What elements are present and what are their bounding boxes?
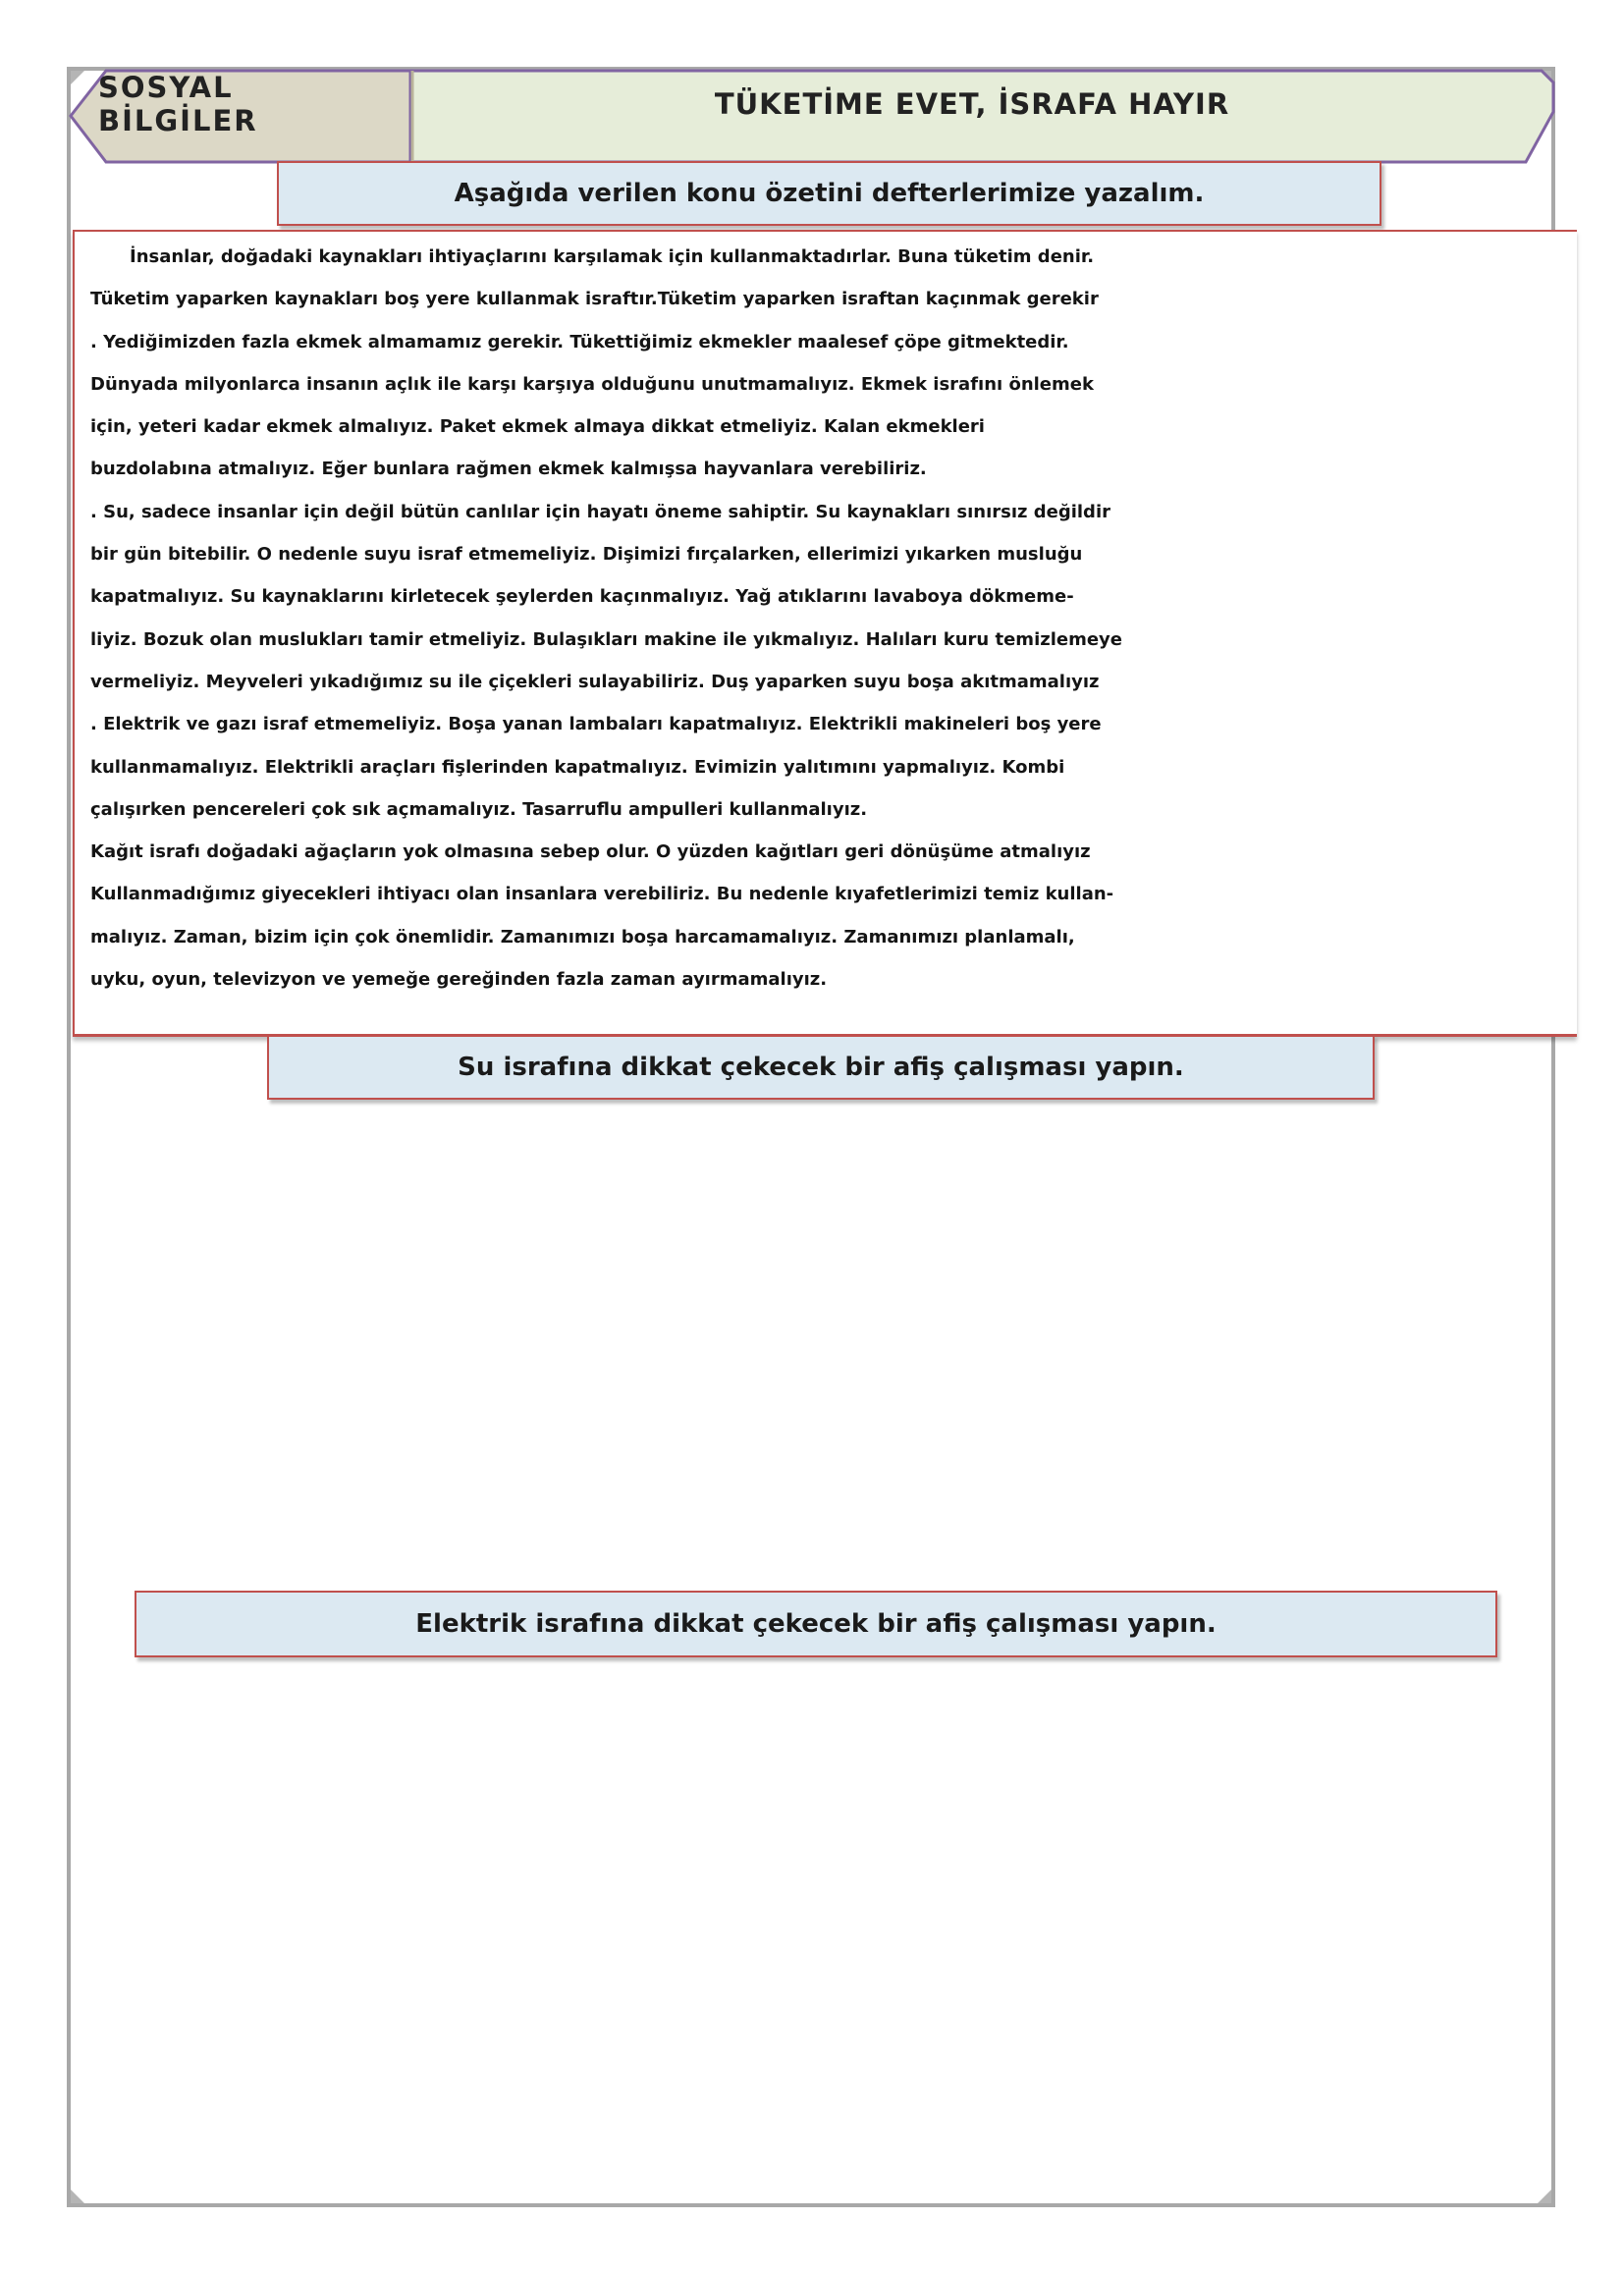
- frame-corner-bottom-left: [71, 2190, 84, 2203]
- instruction-electric-poster: Elektrik israfına dikkat çekecek bir afiş çalışması yapın.: [135, 1591, 1497, 1657]
- summary-line: . Yediğimizden fazla ekmek almamamız gerekir. Tükettiğimiz ekmekler maalesef çöpe gitmektedir.: [90, 331, 1069, 352]
- unit-title: TÜKETİME EVET, İSRAFA HAYIR: [714, 87, 1230, 121]
- instruction-water-poster: Su israfına dikkat çekecek bir afiş çalışması yapın.: [267, 1035, 1375, 1100]
- summary-line: çalışırken pencereleri çok sık açmamalıyız. Tasarruflu ampulleri kullanmalıyız.: [90, 798, 868, 820]
- summary-line: Tüketim yaparken kaynakları boş yere kullanmak israftır.Tüketim yaparken israftan kaçınmak gerekir: [90, 289, 1099, 310]
- summary-line: liyiz. Bozuk olan muslukları tamir etmeliyiz. Bulaşıkları makine ile yıkmalıyız. Halıları kuru temizlemeye: [90, 628, 1122, 650]
- summary-line: Kullanmadığımız giyecekleri ihtiyacı olan insanlara verebiliriz. Bu nedenle kıyafetlerimizi temiz kullan-: [90, 884, 1114, 905]
- subject-title: SOSYAL BİLGİLER: [98, 71, 258, 137]
- summary-line: kullanmamalıyız. Elektrikli araçları fişlerinden kapatmalıyız. Evimizin yalıtımını yapmalıyız. Kombi: [90, 756, 1065, 778]
- summary-line: Kağıt israfı doğadaki ağaçların yok olmasına sebep olur. O yüzden kağıtları geri dönüşüme atmalıyız: [90, 841, 1091, 863]
- summary-line: . Su, sadece insanlar için değil bütün canlılar için hayatı öneme sahiptir. Su kaynakları sınırsız değildir: [90, 501, 1110, 522]
- summary-line: . Elektrik ve gazı israf etmemeliyiz. Boşa yanan lambaları kapatmalıyız. Elektrikli makineleri boş yere: [90, 714, 1102, 735]
- summary-text: [90, 236, 1581, 1001]
- summary-line: kapatmalıyız. Su kaynaklarını kirletecek şeylerden kaçınmalıyız. Yağ atıklarını lavaboya dökmeme-: [90, 586, 1074, 608]
- summary-line: vermeliyiz. Meyveleri yıkadığımız su ile çiçekleri sulayabiliriz. Duş yaparken suyu boşa akıtmamalıyız: [90, 671, 1100, 692]
- summary-line: bir gün bitebilir. O nedenle suyu israf etmemeliyiz. Dişimizi fırçalarken, ellerimizi yıkarken musluğu: [90, 544, 1083, 566]
- summary-line: buzdolabına atmalıyız. Eğer bunlara rağmen ekmek kalmışsa hayvanlara verebiliriz.: [90, 459, 927, 480]
- summary-line: İnsanlar, doğadaki kaynakları ihtiyaçlarını karşılamak için kullanmaktadırlar. Buna tüketim denir.: [130, 246, 1095, 267]
- summary-line: için, yeteri kadar ekmek almalıyız. Paket ekmek almaya dikkat etmeliyiz. Kalan ekmekleri: [90, 416, 985, 438]
- instruction-copy-summary: Aşağıda verilen konu özetini defterlerimize yazalım.: [277, 161, 1381, 226]
- summary-line: Dünyada milyonlarca insanın açlık ile karşı karşıya olduğunu unutmamalıyız. Ekmek israfını önlemek: [90, 373, 1094, 395]
- summary-line: malıyız. Zaman, bizim için çok önemlidir. Zamanımızı boşa harcamamalıyız. Zamanımızı planlamalı,: [90, 926, 1075, 948]
- frame-corner-bottom-right: [1538, 2190, 1551, 2203]
- summary-line: uyku, oyun, televizyon ve yemeğe gereğinden fazla zaman ayırmamalıyız.: [90, 969, 828, 991]
